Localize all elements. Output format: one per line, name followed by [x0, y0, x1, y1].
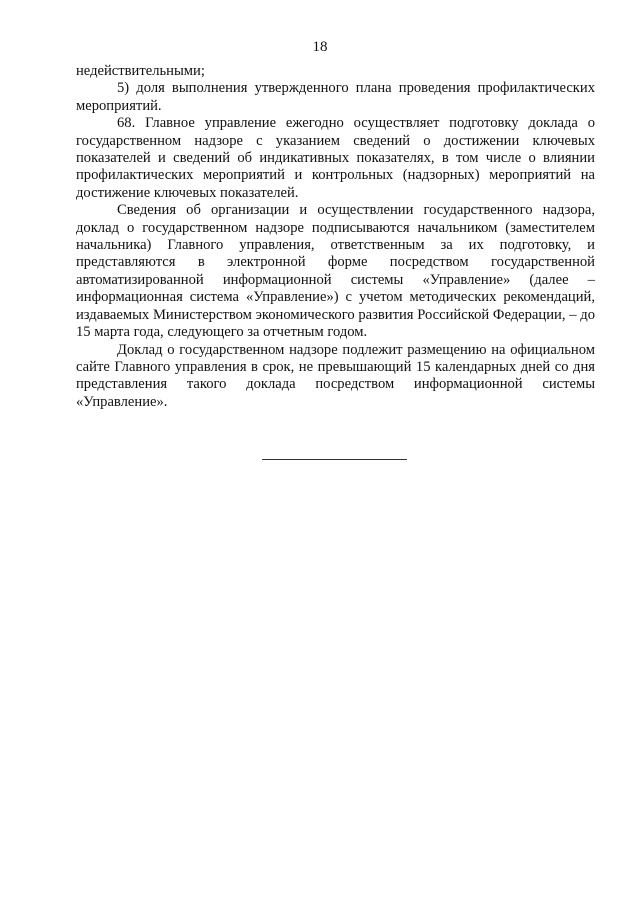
paragraph-item-5: 5) доля выполнения утвержденного плана проведения профилактических мероприятий. — [76, 80, 595, 114]
page-number: 18 — [312, 39, 328, 55]
paragraph-continuation: недействительными; — [76, 63, 205, 79]
paragraph-report-publication: Доклад о государственном надзоре подлежит размещению на официальном сайте Главного управления в срок, не превышающий 15 календарных дней со дня представления такого доклада посредством информационной системы «Управление». — [76, 341, 595, 410]
document-body — [76, 63, 595, 411]
end-separator-line — [262, 459, 407, 460]
paragraph-68: 68. Главное управление ежегодно осуществляет подготовку доклада о государственном надзоре с указанием сведений о достижении ключевых показателей и сведений об индикативных показателях, в том числе о влиянии профилактических мероприятий и контрольных (надзорных) мероприятий на достижение ключевых показателей. — [76, 115, 595, 201]
paragraph-report-submission: Сведения об организации и осуществлении государственного надзора, доклад о государственном надзоре подписываются начальником (заместителем начальника) Главного управления, ответственным за их подготовку, и представляются в электронной форме посредством государственной автоматизированной информационной системы «Управление» (далее – информационная система «Управление») с учетом методических рекомендаций, издаваемых Министерством экономического развития Российской Федерации, – до 15 марта года, следующего за отчетным годом. — [76, 202, 595, 341]
